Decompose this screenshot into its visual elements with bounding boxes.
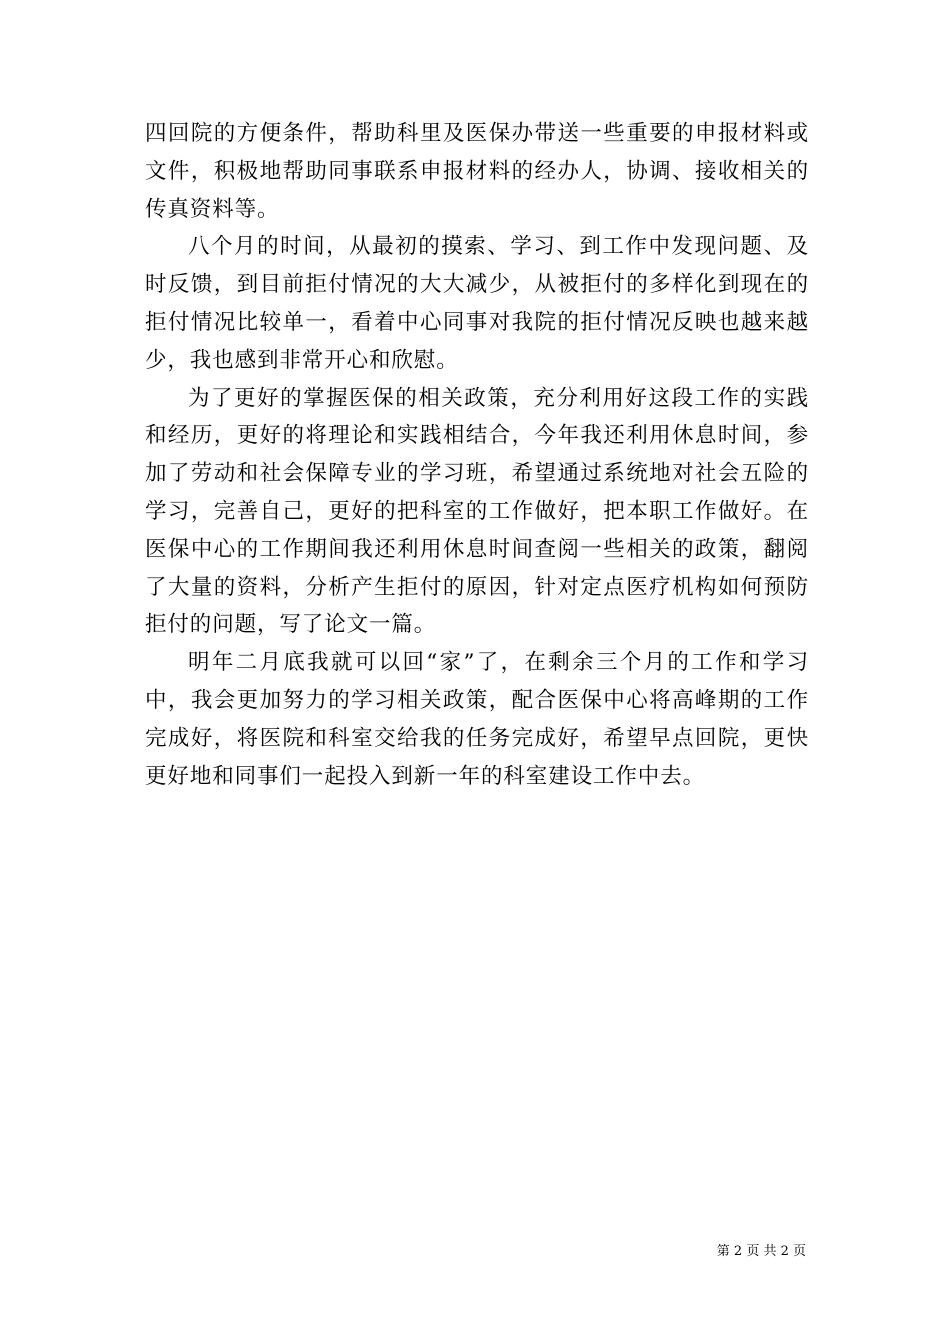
paragraph: 八个月的时间，从最初的摸索、学习、到工作中发现问题、及时反馈，到目前拒付情况的大大减少，从被拒付的多样化到现在的拒付情况比较单一，看着中心同事对我院的拒付情况反映也越来越少，我也感到非常开心和欣慰。 [145,234,809,373]
paragraph: 明年二月底我就可以回“家”了，在剩余三个月的工作和学习中，我会更加努力的学习相关政策，配合医保中心将高峰期的工作完成好，将医院和科室交给我的任务完成好，希望早点回院，更快更好地和同事们一起投入到新一年的科室建设工作中去。 [145,650,809,789]
page-number-footer: 第 2 页 共 2 页 [716,1244,806,1259]
document-body [145,115,809,795]
paragraph: 为了更好的掌握医保的相关政策，充分利用好这段工作的实践和经历，更好的将理论和实践相结合，今年我还利用休息时间，参加了劳动和社会保障专业的学习班，希望通过系统地对社会五险的学习，完善自己，更好的把科室的工作做好，把本职工作做好。在医保中心的工作期间我还利用休息时间查阅一些相关的政策，翻阅了大量的资料，分析产生拒付的原因，针对定点医疗机构如何预防拒付的问题，写了论文一篇。 [145,385,809,638]
paragraph-continued: 四回院的方便条件，帮助科里及医保办带送一些重要的申报材料或文件，积极地帮助同事联系申报材料的经办人，协调、接收相关的传真资料等。 [145,121,809,222]
